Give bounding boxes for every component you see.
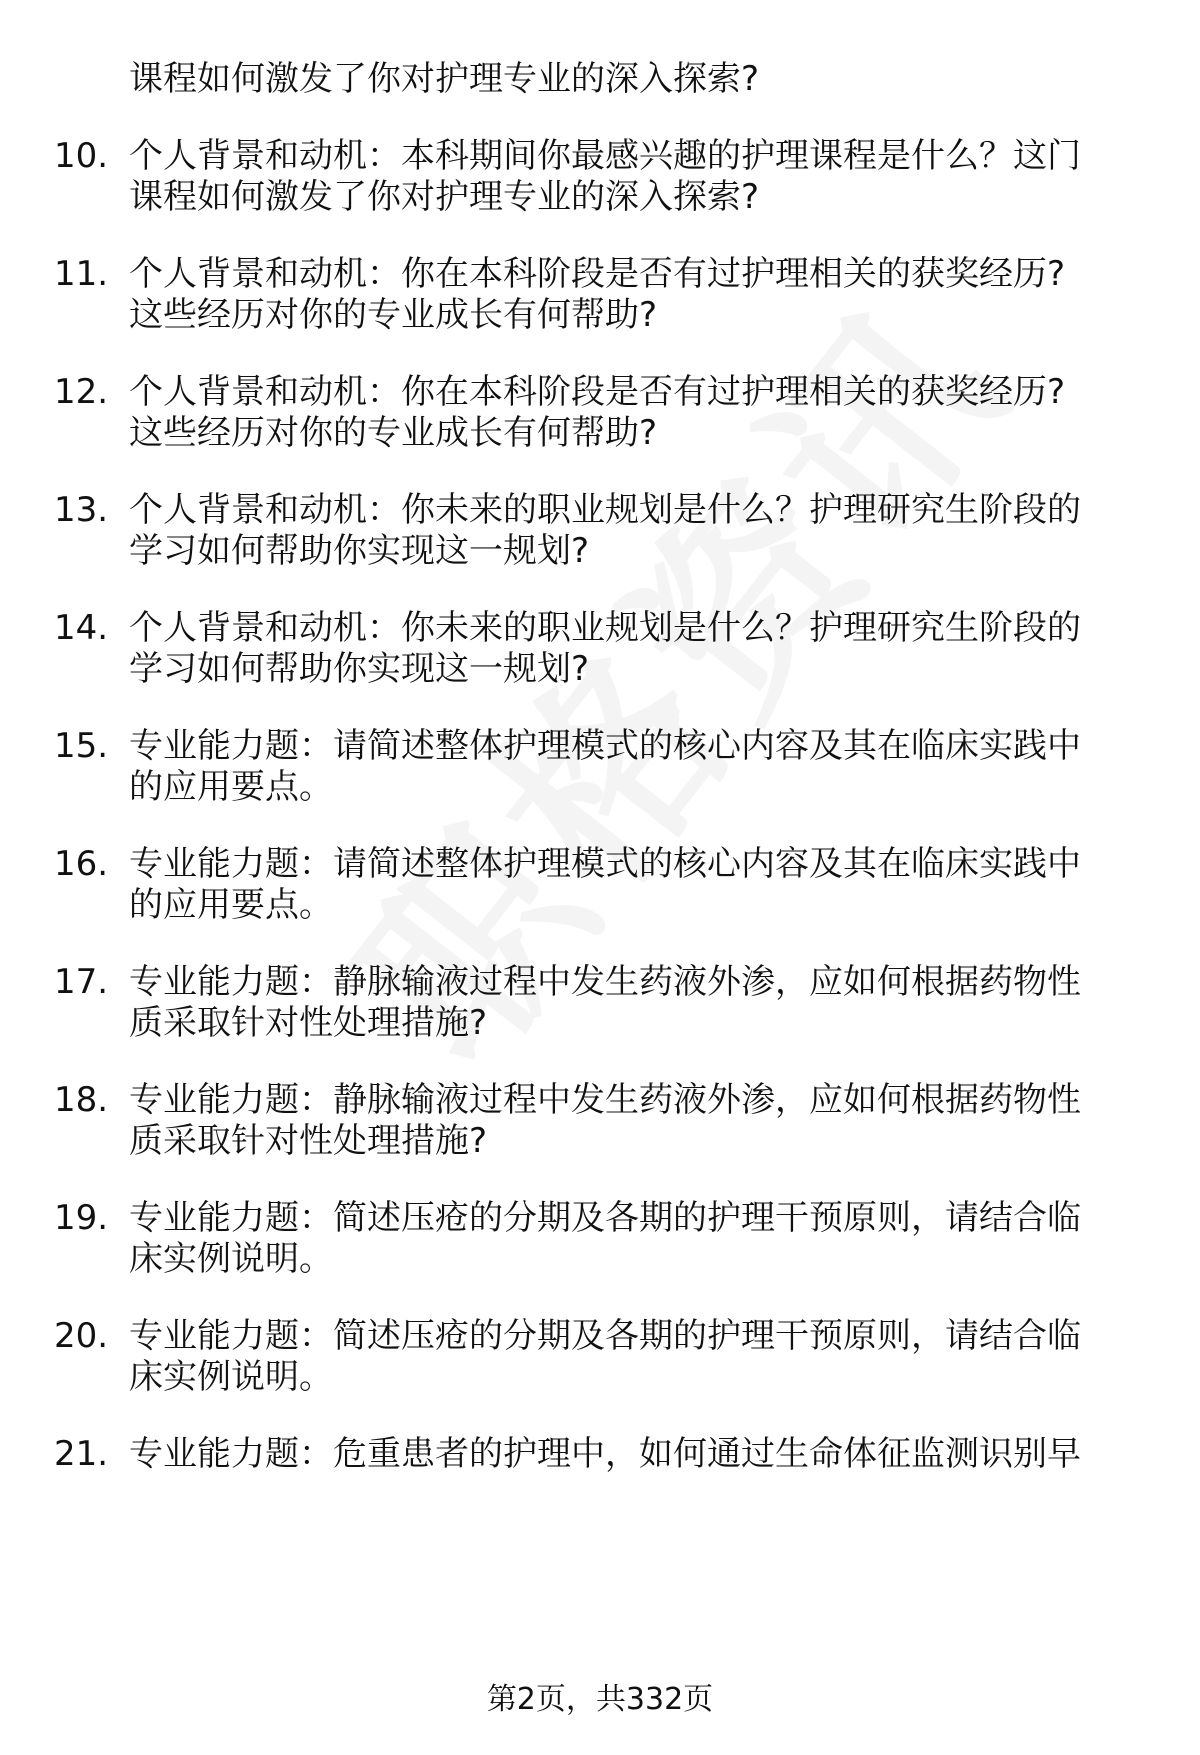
item-number: 18. bbox=[54, 1080, 109, 1120]
item-number: 20. bbox=[54, 1316, 109, 1356]
item-number: 19. bbox=[54, 1198, 109, 1238]
item-text-line1: 专业能力题：静脉输液过程中发生药液外渗，应如何根据药物性 bbox=[129, 962, 1081, 1002]
item-text-line2: 这些经历对你的专业成长有何帮助? bbox=[129, 295, 658, 335]
item-text-line1: 个人背景和动机：你在本科阶段是否有过护理相关的获奖经历? bbox=[129, 372, 1066, 412]
item-text-line1: 专业能力题：静脉输液过程中发生药液外渗，应如何根据药物性 bbox=[129, 1080, 1081, 1120]
item-text-line2: 学习如何帮助你实现这一规划? bbox=[129, 649, 590, 689]
item-text-line2: 床实例说明。 bbox=[129, 1357, 333, 1397]
item-text-line1: 个人背景和动机：你未来的职业规划是什么？护理研究生阶段的 bbox=[129, 490, 1081, 530]
item-text-line1: 专业能力题：请简述整体护理模式的核心内容及其在临床实践中 bbox=[129, 844, 1081, 884]
item-text-line1: 专业能力题：简述压疮的分期及各期的护理干预原则，请结合临 bbox=[129, 1316, 1081, 1356]
item-text-line2: 的应用要点。 bbox=[129, 767, 333, 807]
item-number: 12. bbox=[54, 372, 109, 412]
item-number: 13. bbox=[54, 490, 109, 530]
item-number: 15. bbox=[54, 726, 109, 766]
item-text-line2: 学习如何帮助你实现这一规划? bbox=[129, 531, 590, 571]
item-text-line2: 质采取针对性处理措施? bbox=[129, 1003, 488, 1043]
page-footer: 第2页，共332页 bbox=[486, 1682, 714, 1717]
item-number: 10. bbox=[54, 136, 109, 176]
item-text-line1: 专业能力题：简述压疮的分期及各期的护理干预原则，请结合临 bbox=[129, 1198, 1081, 1238]
item-text-line1: 个人背景和动机：你未来的职业规划是什么？护理研究生阶段的 bbox=[129, 608, 1081, 648]
item-text-line2: 质采取针对性处理措施? bbox=[129, 1121, 488, 1161]
item-text-line1: 个人背景和动机：本科期间你最感兴趣的护理课程是什么？这门 bbox=[129, 136, 1081, 176]
item-text-line2: 这些经历对你的专业成长有何帮助? bbox=[129, 413, 658, 453]
item-text-line1: 个人背景和动机：你在本科阶段是否有过护理相关的获奖经历? bbox=[129, 254, 1066, 294]
continuation-line: 课程如何激发了你对护理专业的深入探索? bbox=[129, 59, 760, 99]
item-text-line2: 课程如何激发了你对护理专业的深入探索? bbox=[129, 177, 760, 217]
item-number: 21. bbox=[54, 1434, 109, 1474]
item-number: 16. bbox=[54, 844, 109, 884]
item-text-line2: 床实例说明。 bbox=[129, 1239, 333, 1279]
item-text-line1: 专业能力题：危重患者的护理中，如何通过生命体征监测识别早 bbox=[129, 1434, 1081, 1474]
item-text-line1: 专业能力题：请简述整体护理模式的核心内容及其在临床实践中 bbox=[129, 726, 1081, 766]
item-text-line2: 的应用要点。 bbox=[129, 885, 333, 925]
item-number: 11. bbox=[54, 254, 109, 294]
item-number: 14. bbox=[54, 608, 109, 648]
item-number: 17. bbox=[54, 962, 109, 1002]
